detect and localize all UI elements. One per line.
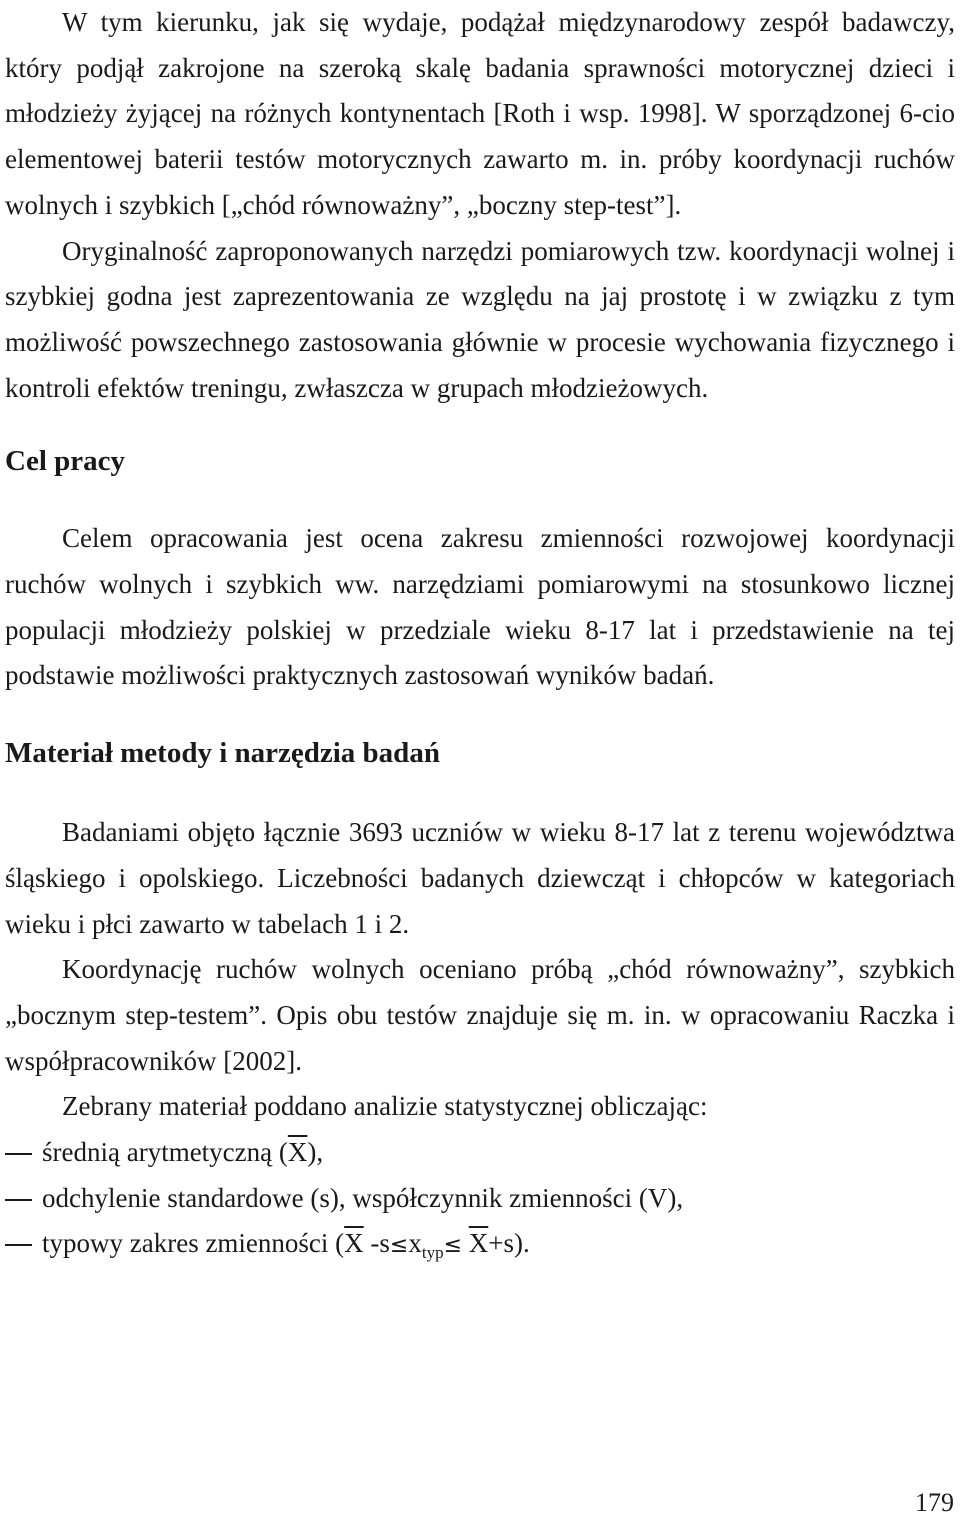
page-number: 179 [915, 1488, 954, 1517]
mean-symbol: $\overline{X}$ [344, 1228, 364, 1259]
minus-s: -s [370, 1228, 390, 1259]
document-page [5, 0, 955, 1276]
list-item-end: ), [307, 1137, 324, 1168]
heading-aim: Cel pracy [5, 445, 125, 478]
heading-methods: Materiał metody i narzędzia badań [5, 737, 440, 770]
list-item-text: odchylenie standardowe (s), współczynnik zmienności (V), [42, 1182, 684, 1213]
list-item [5, 1130, 955, 1176]
list-item [5, 1176, 955, 1222]
list-item-text: typowy zakres zmienności ( [42, 1228, 345, 1259]
dash-bullet [5, 1244, 32, 1246]
list-item-end: +s). [488, 1228, 530, 1259]
paragraph-stats: Zebrany materiał poddano analizie statystycznej obliczając: [62, 1091, 708, 1122]
paragraph-material: Badaniami objęto łącznie 3693 uczniów w wieku 8-17 lat z terenu województwa śląskiego i opolskiego. Liczebności badanych dziewcząt i chłopców w kategoriach wieku i płci zawarto w tabelach 1 i 2. [5, 817, 955, 939]
list-item-text: średnią arytmetyczną ( [42, 1137, 288, 1168]
dash-bullet [5, 1153, 32, 1155]
paragraph-aim: Celem opracowania jest ocena zakresu zmienności rozwojowej koordynacji ruchów wolnych i szybkich ww. narzędziami pomiarowymi na stosunkowo licznej populacji młodzieży polskiej w przedziale wieku 8-17 lat i przedstawienie na tej podstawie możliwości praktycznych zastosowań wyników badań. [5, 523, 955, 691]
paragraph-coordination: Koordynację ruchów wolnych oceniano próbą „chód równoważny”, szybkich „bocznym step-testem”. Opis obu testów znajduje się m. in. w opracowaniu Raczka i współpracowników [2002]. [5, 954, 955, 1076]
mean-symbol: $\overline{X}$ [468, 1228, 489, 1259]
paragraph-intro: W tym kierunku, jak się wydaje, podążał międzynarodowy zespół badawczy, który podjął zakrojone na szeroką skalę badania sprawności motorycznej dzieci i młodzieży żyjącej na różnych kontynentach [Roth i wsp. 1998]. W sporządzonej 6-cio elementowej baterii testów motorycznych zawarto m. in. próby koordynacji ruchów wolnych i szybkich [„chód równoważny”, „boczny step-test”]. [5, 7, 955, 220]
dash-bullet [5, 1199, 32, 1201]
less-equal-symbol: ≤ [443, 1233, 463, 1259]
mean-symbol: $\overline{X}$ [287, 1137, 308, 1168]
subscript-typ: typ [421, 1243, 444, 1263]
statistics-list [5, 1130, 955, 1276]
list-item [5, 1221, 955, 1276]
paragraph-originality: Oryginalność zaproponowanych narzędzi pomiarowych tzw. koordynacji wolnej i szybkiej godna jest zaprezentowania ze względu na jaj prostotę i w związku z tym możliwość powszechnego zastosowania głównie w procesie wychowania fizycznego i kontroli efektów treningu, zwłaszcza w grupach młodzieżowych. [5, 235, 955, 403]
less-equal-symbol: ≤ [389, 1233, 409, 1259]
x-symbol: x [408, 1228, 422, 1259]
